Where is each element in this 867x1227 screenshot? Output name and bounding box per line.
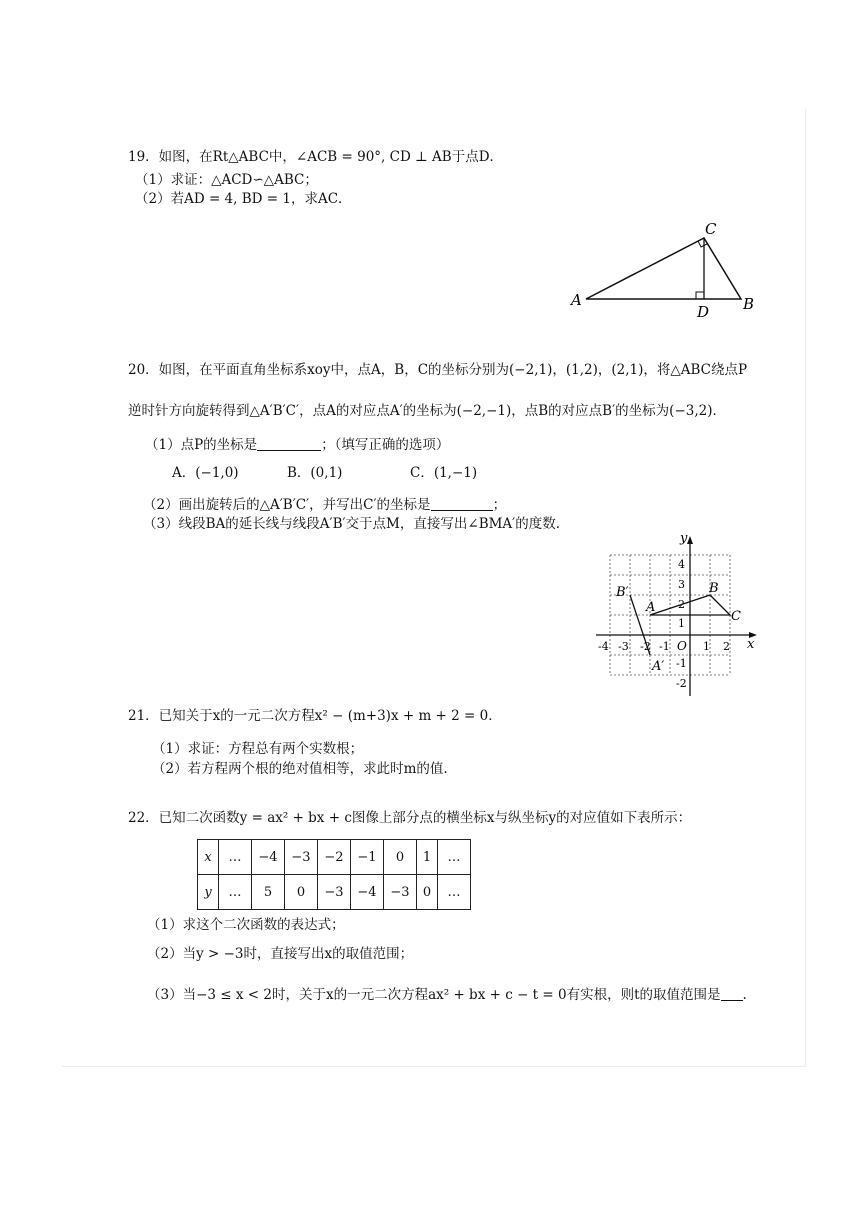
q21-part2: （2）若方程两个根的绝对值相等，求此时m的值. <box>152 761 448 777</box>
option-b: B．(0,1) <box>287 465 343 481</box>
point-b-prime-label: B′ <box>616 585 629 600</box>
point-c-label: C <box>731 609 741 624</box>
y-tick: -2 <box>676 677 687 690</box>
table-cell: 1 <box>417 840 438 875</box>
x-tick: 1 <box>703 640 710 653</box>
table-row-y <box>198 875 471 910</box>
q20-part1-tail: ；（填写正确的选项） <box>321 437 450 453</box>
table-row-x <box>198 840 471 875</box>
q19-triangle-figure <box>565 218 765 322</box>
x-tick: -3 <box>618 640 629 653</box>
y-tick: 4 <box>678 558 685 571</box>
table-cell: −4 <box>252 840 285 875</box>
table-cell: 0 <box>417 875 438 910</box>
x-tick: 2 <box>723 640 730 653</box>
table-cell: 0 <box>285 875 318 910</box>
table-cell: 5 <box>252 875 285 910</box>
label-d: D <box>697 303 710 321</box>
point-a-prime-label: A′ <box>652 659 665 674</box>
x-tick: -1 <box>659 640 670 653</box>
right-angle-d <box>696 292 704 299</box>
option-a: A．(−1,0) <box>172 465 239 481</box>
answer-blank-p <box>257 436 321 451</box>
y-tick: -1 <box>676 657 687 670</box>
table-cell: y <box>198 875 219 910</box>
label-c: C <box>705 220 717 238</box>
answer-blank-c <box>431 496 493 511</box>
table-cell: −3 <box>285 840 318 875</box>
option-c: C．(1,−1) <box>410 465 478 481</box>
y-axis-label: y <box>680 531 688 546</box>
q22-part2: （2）当y > −3时，直接写出x的取值范围； <box>147 946 414 962</box>
answer-blank-t <box>721 986 743 1001</box>
point-b-label: B <box>709 581 719 596</box>
table-cell: −1 <box>351 840 384 875</box>
table-cell: … <box>438 875 471 910</box>
y-tick: 2 <box>678 598 685 611</box>
point-a-label: A <box>646 600 656 615</box>
y-tick-labels <box>676 558 687 690</box>
x-tick: -4 <box>598 640 609 653</box>
origin-label: O <box>677 639 687 653</box>
table-cell: x <box>198 840 219 875</box>
q22-stem: 22．已知二次函数y = ax² + bx + c图像上部分点的横坐标x与纵坐标y的对应值如下表所示： <box>128 810 692 826</box>
label-a: A <box>571 291 582 309</box>
q20-part1-text: （1）点P的坐标是 <box>145 437 258 453</box>
q19-part1: （1）求证：△ACD∽△ABC； <box>135 172 318 188</box>
y-tick: 1 <box>678 617 685 630</box>
table-cell: −4 <box>351 875 384 910</box>
q19-stem: 19．如图，在Rt△ABC中，∠ACB = 90°, CD ⊥ AB于点D． <box>128 149 504 165</box>
x-axis-label: x <box>747 637 755 652</box>
q20-part2-text: （2）画出旋转后的△A′B′C′，并写出C′的坐标是 <box>143 497 431 513</box>
q20-stem-line1: 20．如图，在平面直角坐标系xoy中，点A，B，C的坐标分别为(−2,1)，(1,2)，(2,1)，将△ABC绕点P <box>128 362 748 378</box>
x-tick: -2 <box>640 640 651 653</box>
label-b: B <box>743 295 755 313</box>
q20-part2-tail: ； <box>492 497 507 513</box>
q22-part3 <box>147 986 747 1004</box>
q20-stem-line2: 逆时针方向旋转得到△A′B′C′，点A的对应点A′的坐标为(−2,−1)，点B的对应点B′的坐标为(−3,2)． <box>128 403 726 419</box>
y-tick: 3 <box>678 578 685 591</box>
q22-part1: （1）求这个二次函数的表达式； <box>147 917 345 933</box>
q22-part3-tail: . <box>742 987 747 1003</box>
q20-part3: （3）线段BA的延长线与线段A′B′交于点M，直接写出∠BMA′的度数． <box>143 516 570 532</box>
table-cell: … <box>219 840 252 875</box>
q20-part1 <box>145 436 449 454</box>
table-cell: 0 <box>384 840 417 875</box>
table-cell: −2 <box>318 840 351 875</box>
table-cell: −3 <box>384 875 417 910</box>
table-cell: … <box>438 840 471 875</box>
q22-part3-text: （3）当−3 ≤ x < 2时，关于x的一元二次方程ax² + bx + c − t = 0有实根，则t的取值范围是 <box>147 987 721 1003</box>
y-axis-arrow <box>687 536 693 544</box>
triangle-abc <box>586 238 741 299</box>
q20-coordinate-graph <box>590 530 765 698</box>
q19-part2: （2）若AD = 4, BD = 1，求AC． <box>135 191 352 207</box>
q20-part2 <box>143 496 506 514</box>
value-table <box>197 839 471 910</box>
q21-stem: 21．已知关于x的一元二次方程x² − (m+3)x + m + 2 = 0． <box>128 708 502 724</box>
table-cell: −3 <box>318 875 351 910</box>
q21-part1: （1）求证：方程总有两个实数根； <box>152 741 364 757</box>
table-cell: … <box>219 875 252 910</box>
